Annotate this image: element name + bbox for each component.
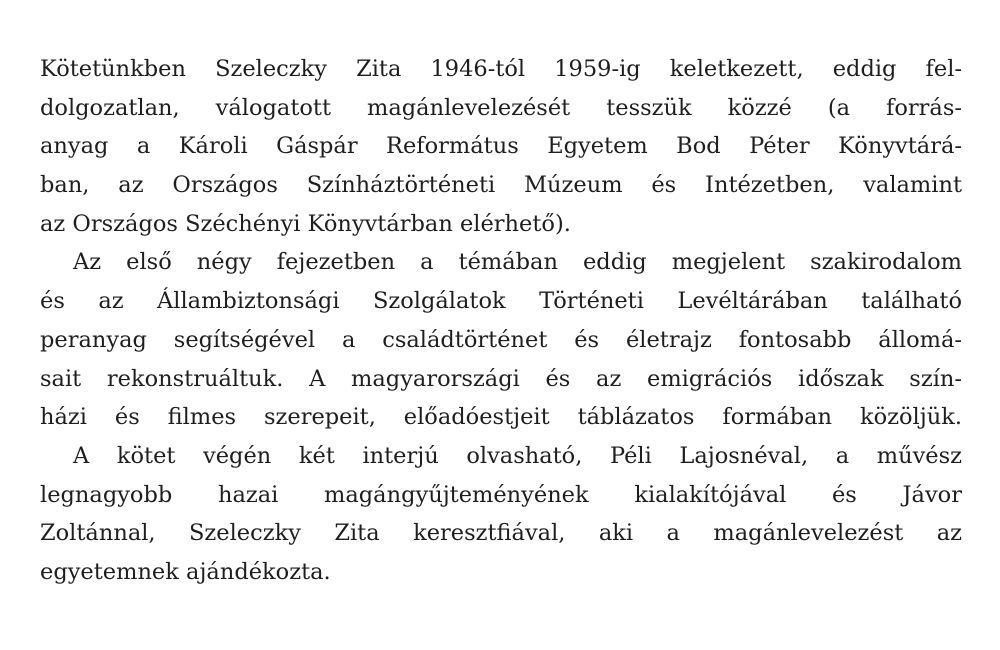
text-line: legnagyobb hazai magángyűjteményének kialakítójával és Jávor: [40, 481, 962, 508]
text-line: Zoltánnal, Szeleczky Zita keresztfiával, aki a magánlevelezést az: [40, 520, 962, 547]
text-line: Az első négy fejezetben a témában eddig megjelent szakirodalom: [73, 249, 962, 276]
text-line: peranyag segítségével a családtörténet és életrajz fontosabb állomá-: [40, 326, 962, 353]
paragraph-2: [40, 243, 962, 436]
text-line: és az Állambiztonsági Szolgálatok Történeti Levéltárában található: [40, 288, 962, 315]
text-line: egyetemnek ajándékozta.: [40, 558, 331, 585]
text-line: A kötet végén két interjú olvasható, Péli Lajosnéval, a művész: [73, 442, 962, 469]
text-line: sait rekonstruáltuk. A magyarországi és az emigrációs időszak szín-: [40, 365, 962, 392]
text-line: ban, az Országos Színháztörténeti Múzeum és Intézetben, valamint: [40, 172, 962, 199]
text-line: Kötetünkben Szeleczky Zita 1946-tól 1959-ig keletkezett, eddig fel-: [40, 56, 962, 82]
document-page: [40, 50, 962, 592]
text-line: az Országos Széchényi Könyvtárban elérhető).: [40, 210, 571, 237]
text-line: dolgozatlan, válogatott magánlevelezését tesszük közzé (a forrás-: [40, 94, 962, 121]
paragraph-1: [40, 50, 962, 243]
text-line: házi és filmes szerepeit, előadóestjeit táblázatos formában közöljük.: [40, 404, 962, 431]
paragraph-3: [40, 437, 962, 592]
text-line: anyag a Károli Gáspár Református Egyetem Bod Péter Könyvtárá-: [40, 133, 962, 160]
